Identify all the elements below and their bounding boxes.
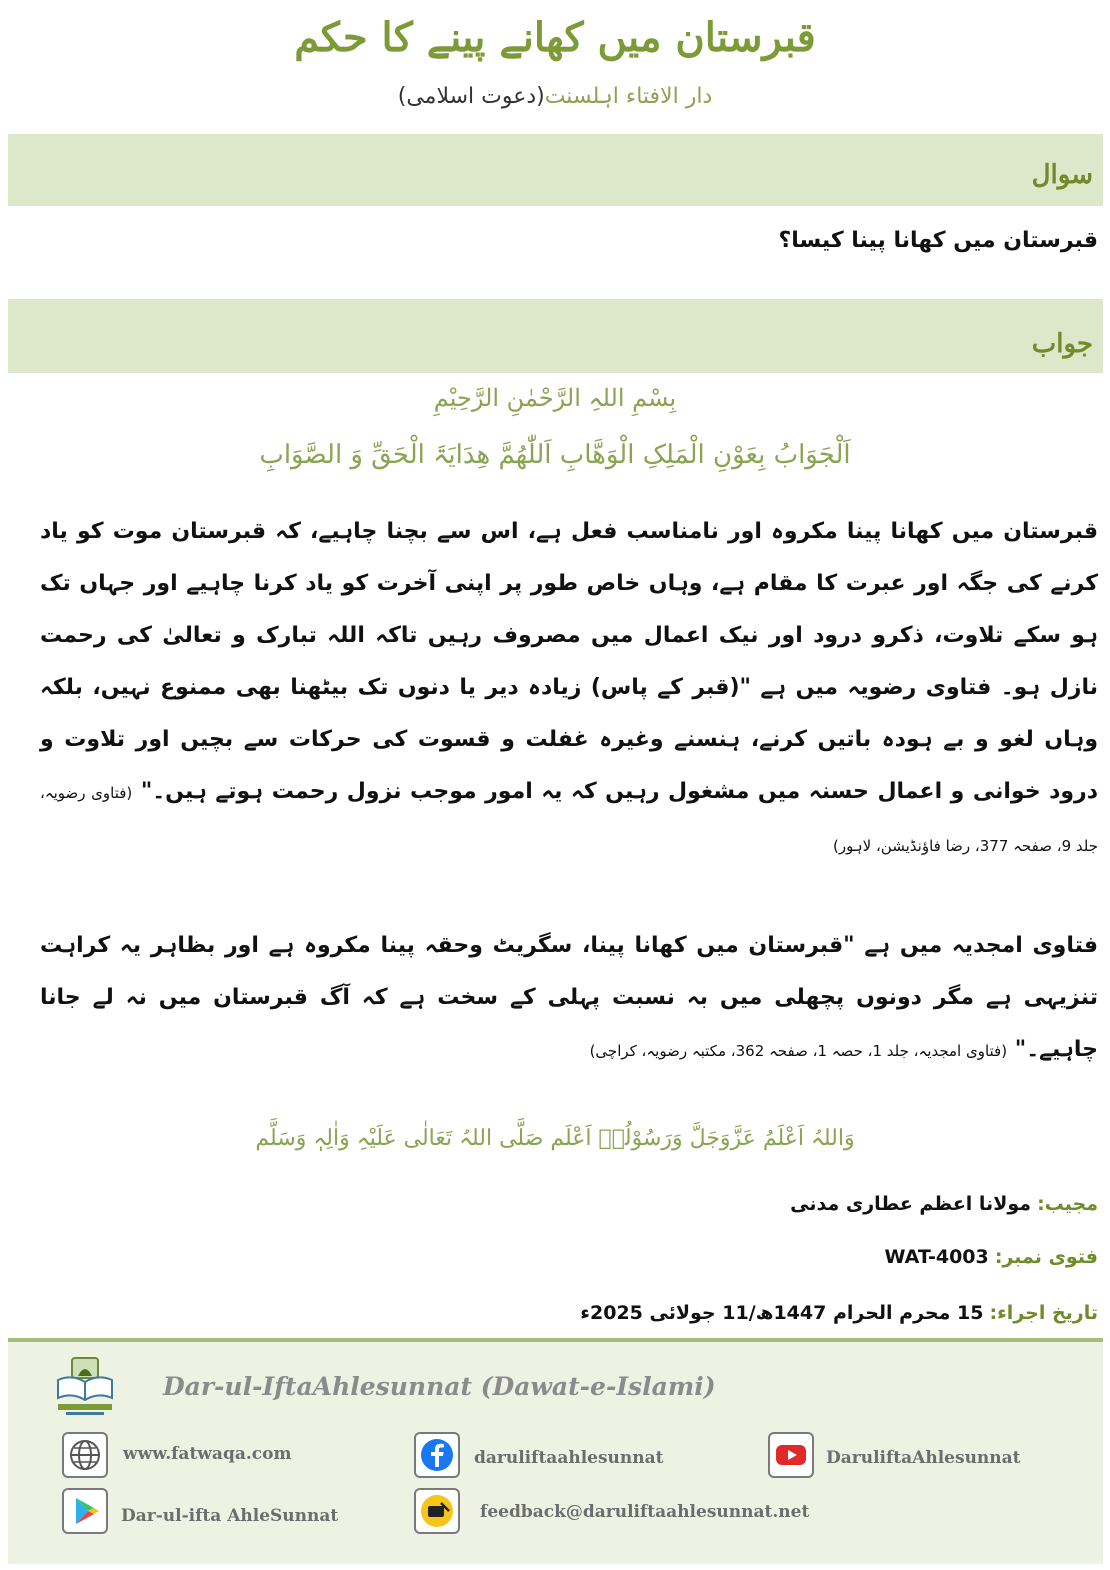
subtitle-org: دار الافتاء اہلسنت — [544, 84, 713, 109]
mujeeb-value: مولانا اعظم عطاری مدنی — [790, 1193, 1032, 1215]
website-link[interactable]: www.fatwaqa.com — [123, 1444, 292, 1464]
reference-2: (فتاوی امجدیہ، جلد 1، حصہ 1، صفحہ 362، مکتبہ رضویہ، کراچی) — [589, 1042, 1008, 1060]
question-heading: سوال — [1031, 160, 1093, 190]
email-link[interactable]: feedback@daruliftaahlesunnat.net — [480, 1502, 810, 1522]
paragraph-2-text: فتاوی امجدیہ میں ہے "قبرستان میں کھانا پینا، سگریٹ وحقہ پینا مکروہ ہے اور بظاہر یہ کراہت تنزیہی ہے مگر دونوں پچھلی میں بہ نسبت پہلی کے سخت ہے کہ آگ قبرستان میں نہ لے جانا چاہیے۔" — [40, 933, 1098, 1062]
paragraph-1-text: قبرستان میں کھانا پینا مکروہ اور نامناسب فعل ہے، اس سے بچنا چاہیے، کہ قبرستان موت کو یاد کرنے کی جگہ اور عبرت کا مقام ہے، وہاں خاص طور پر اپنی آخرت کو یاد کرنا چاہیے اور جہاں تک ہو سکے تلاوت، ذکرو درود اور نیک اعمال میں مصروف رہیں تاکہ اللہ تبارک و تعالیٰ کی رحمت نازل ہو۔ فتاوی رضویہ میں ہے "(قبر کے پاس) زیادہ دیر یا دنوں تک بیٹھنا بھی ممنوع نہیں، بلکہ وہاں لغو و بے ہودہ باتیں کرنے، ہنسنے وغیرہ غفلت و قسوت کی حرکات سے بچیں اور تلاوت و درود خوانی و اعمال حسنہ میں مشغول رہیں کہ یہ امور موجب نزول رحمت ہوتے ہیں۔" — [40, 519, 1098, 804]
issue-date-row — [580, 1302, 1098, 1324]
fatwa-number-label: فتوی نمبر: — [994, 1246, 1098, 1268]
globe-icon — [62, 1432, 108, 1478]
fatwa-number-row — [884, 1246, 1098, 1268]
subtitle-org-parent: (دعوت اسلامی) — [397, 84, 545, 109]
answer-heading: جواب — [1031, 329, 1093, 359]
answer-section-bar — [8, 299, 1103, 373]
answer-opening-dua: اَلْجَوَابُ بِعَوْنِ الْمَلِکِ الْوَھَّابِ اَللّٰھُمَّ ھِدَایَۃَ الْحَقِّ وَ الصَّوَابِ — [259, 440, 851, 470]
reference-1: (فتاوی رضویہ، جلد 9، صفحہ 377، رضا فاؤنڈیشن، لاہور) — [40, 784, 1098, 855]
mujeeb-label: مجیب: — [1037, 1193, 1098, 1215]
email-icon — [414, 1488, 460, 1534]
facebook-icon — [414, 1432, 460, 1478]
footer — [8, 1342, 1103, 1564]
dar-ul-ifta-logo — [52, 1354, 118, 1420]
fatwa-number-value: WAT-4003 — [884, 1246, 989, 1268]
bismillah-text: بِسْمِ اللہِ الرَّحْمٰنِ الرَّحِیْمِ — [433, 384, 677, 412]
play-store-link[interactable]: Dar-ul-ifta AhleSunnat — [121, 1506, 339, 1526]
issue-date-value: 15 محرم الحرام 1447ھ/11 جولائی 2025ء — [580, 1302, 984, 1324]
page-title: قبرستان میں کھانے پینے کا حکم — [294, 14, 816, 61]
page-subtitle — [0, 84, 1110, 109]
mujeeb-row — [790, 1193, 1098, 1215]
issue-date-label: تاریخ اجراء: — [989, 1302, 1098, 1324]
answer-paragraph-2 — [40, 920, 1098, 1120]
facebook-link[interactable]: daruliftaahlesunnat — [474, 1448, 664, 1468]
youtube-icon — [768, 1432, 814, 1478]
answer-paragraph-1 — [40, 506, 1098, 901]
play-store-icon — [62, 1488, 108, 1534]
closing-dua: وَاللہُ اَعْلَمُ عَزَّوَجَلَّ وَرَسُوْلُہٗ اَعْلَم صَلَّی اللہُ تَعَالٰی عَلَیْہِ وَاٰلِہٖ وَسَلَّم — [255, 1126, 855, 1151]
youtube-link[interactable]: DaruliftaAhlesunnat — [826, 1448, 1021, 1468]
question-text: قبرستان میں کھانا پینا کیسا؟ — [778, 228, 1098, 253]
question-section-bar — [8, 134, 1103, 206]
footer-brand: Dar-ul-IftaAhlesunnat (Dawat-e-Islami) — [163, 1372, 716, 1401]
